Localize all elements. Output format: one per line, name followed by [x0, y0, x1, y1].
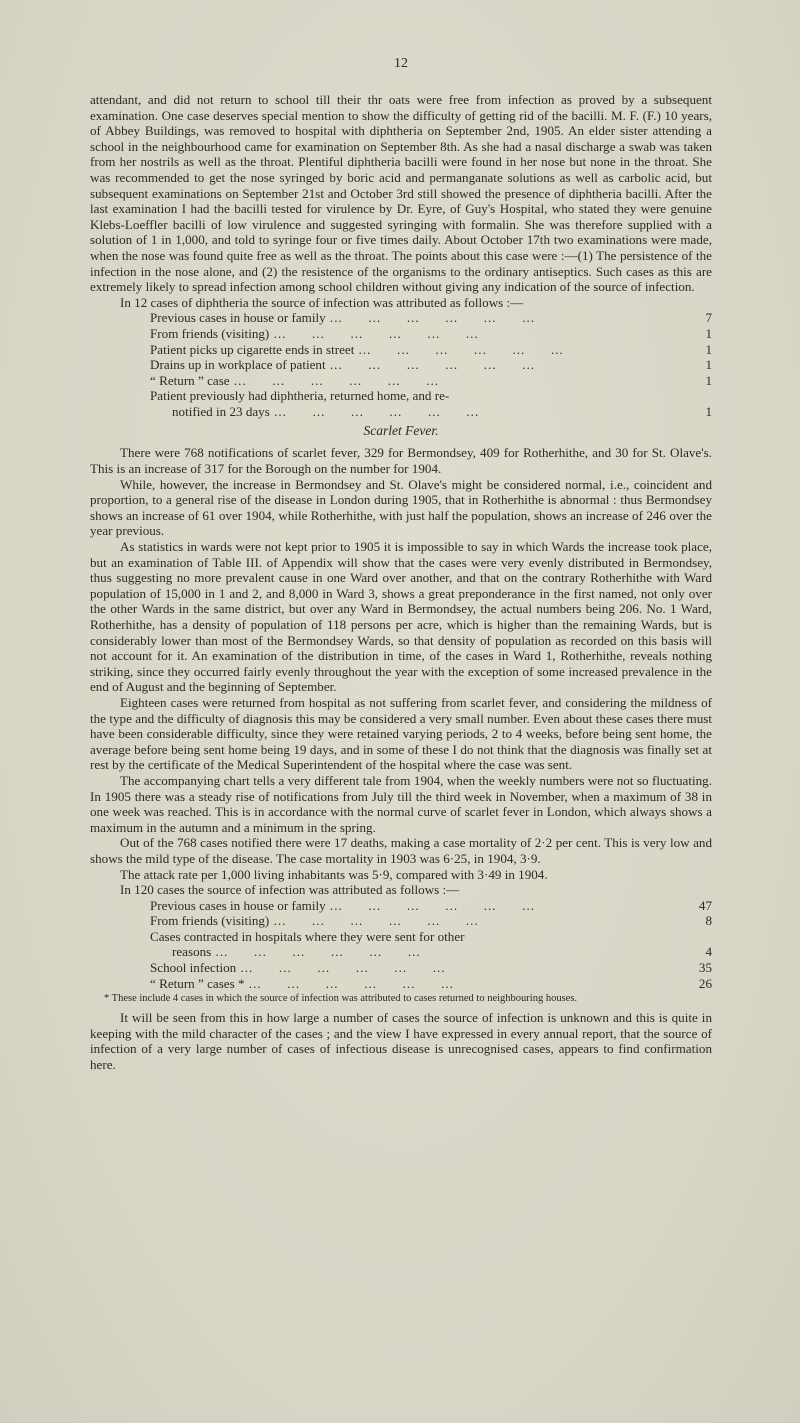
paragraph: In 120 cases the source of infection was attributed as follows :—	[120, 882, 460, 898]
paragraph: There were 768 notifications of scarlet fever, 329 for Bermondsey, 409 for Rotherhithe, and 30 for St. Olave's. This is an increase of 317 for the Borough on the number for 1904.	[90, 445, 712, 477]
list-item-count: 1	[705, 357, 712, 373]
list-item-label: reasons ...	[150, 944, 672, 960]
list-item-label: Drains up in workplace of patient ...	[150, 357, 672, 373]
list-item-count: 4	[705, 944, 712, 960]
paragraph: While, however, the increase in Bermondsey and St. Olave's might be considered normal, i.e., coincident and proportion, to a general rise of the disease in London during 1905, that in Rotherhithe is abnormal : thus Bermondsey shows an increase of 61 over 1904, while Rotherhithe, with just half the population, shows an increase of 246 over the year previous.	[90, 476, 712, 539]
list-item-count: 1	[705, 341, 712, 357]
list-item	[150, 976, 712, 992]
list-item-count: 26	[698, 975, 712, 991]
paragraph: The attack rate per 1,000 living inhabitants was 5·9, compared with 3·49 in 1904.	[120, 866, 548, 882]
list-item	[150, 898, 712, 914]
list-item-count: 1	[705, 403, 712, 419]
footnote: * These include 4 cases in which the source of infection was attributed to cases returned to neighbouring houses.	[104, 993, 578, 1005]
list-item-label: notified in 23 days ...	[150, 404, 672, 420]
list-item	[150, 404, 712, 420]
list-item-label: From friends (visiting) ...	[150, 326, 672, 342]
paragraph: It will be seen from this in how large a number of cases the source of infection is unknown and this is quite in keeping with the mild character of the cases ; and the view I have expressed in every annual report, that the source of infection of a very large number of cases of infectious disease is unrecognised cases, appears to find confirmation here.	[90, 1010, 712, 1073]
list-item	[150, 326, 712, 342]
list-item	[150, 944, 712, 960]
list-item-label: Cases contracted in hospitals where they were sent for other	[150, 928, 465, 944]
list-item	[150, 357, 712, 373]
list-item	[150, 310, 712, 326]
list-item	[150, 913, 712, 929]
list-item-count: 1	[705, 372, 712, 388]
list-item-count: 8	[705, 913, 712, 929]
paragraph: The accompanying chart tells a very different tale from 1904, when the weekly numbers were not so fluctuating. In 1905 there was a steady rise of notifications from July till the third week in November, when a maximum of 38 in one week was reached. This is in accordance with the normal curve of scarlet fever in London, which always shows a maximum in the autumn and a minimum in the spring.	[90, 772, 712, 835]
list-item	[150, 388, 712, 404]
paragraph: In 12 cases of diphtheria the source of infection was attributed as follows :—	[120, 294, 524, 310]
list-item-label: “ Return ” cases * ...	[150, 976, 672, 992]
list-item	[150, 342, 712, 358]
paragraph: Out of the 768 cases notified there were 17 deaths, making a case mortality of 2·2 per cent. This is very low and shows the mild type of the disease. The case mortality in 1903 was 6·25, in 1904, 3·9.	[90, 835, 712, 866]
list-item-label: School infection ...	[150, 960, 672, 976]
section-title: Scarlet Fever.	[363, 423, 439, 439]
list-item-count: 7	[705, 310, 712, 326]
list-item-label: From friends (visiting) ...	[150, 913, 672, 929]
paragraph: Eighteen cases were returned from hospital as not suffering from scarlet fever, and considering the mildness of the type and the difficulty of diagnosis this may be considered a very small number. Even about these cases there must have been considerable difficulty, since they were retained varying periods, 2 to 4 weeks, before being sent home, the average before being sent home being 19 days, and in some of these I do not think that the diagnosis was finally set at rest by the certificate of the Medical Superintendent of the hospital where the case was sent.	[90, 694, 712, 773]
scarlet-source-list	[150, 898, 712, 992]
list-item-count: 47	[698, 897, 712, 913]
list-item-label: “ Return ” case ...	[150, 373, 672, 389]
list-item-count: 35	[698, 960, 712, 976]
list-item	[150, 960, 712, 976]
list-item-label: Previous cases in house or family ...	[150, 898, 672, 914]
list-item	[150, 929, 712, 945]
diphtheria-source-list	[150, 310, 712, 419]
list-item-label: Patient previously had diphtheria, returned home, and re-	[150, 388, 450, 404]
list-item	[150, 373, 712, 389]
list-item-count: 1	[705, 325, 712, 341]
paragraph: As statistics in wards were not kept prior to 1905 it is impossible to say in which Wards the increase took place, but an examination of Table III. of Appendix will show that the cases were very evenly distributed in Bermondsey, thus suggesting no more prevalent cause in one Ward over another, and that on the contrary Rotherhithe with Ward population of 15,000 in 1 and 2, and 8,000 in Ward 3, shows a great preponderance in the first named, not only over the other Wards in the same district, but over any Ward in Bermondsey, the actual numbers being 206. No. 1 Ward, Rotherhithe, has a density of population of 118 persons per acre, which is higher than the remaining Wards, but is considerably lower than most of the Bermondsey Wards, so that density of population as recorded on this basis will not account for it. An examination of the distribution in time, of the cases in Ward 1, Rotherhithe, reveals nothing striking, since they occurred fairly evenly throughout the year with the exception of some increased prevalence in the end of August and the beginning of September.	[90, 539, 712, 695]
paragraph: attendant, and did not return to school till their thr oats were free from infection as proved by a subsequent examination. One case deserves special mention to show the difficulty of getting rid of the bacilli. M. F. (F.) 10 years, of Abbey Buildings, was removed to hospital with diphtheria on September 2nd, 1905. An elder sister attending a school in the neighbourhood came for examination on September 8th. As she had a nasal discharge a swab was taken from her nostrils as well as the throat. Plentiful diphtheria bacilli were found in her nose but none in the throat. She was recommended to get the nose syringed by boric acid and permanganate solutions as well as carbolic acid, but subsequent examinations on September 21st and October 3rd still showed the presence of diphtheria bacilli. After the last examination I had the bacilli tested for virulence by Dr. Eyre, of Guy's Hospital, who stated they were genuine Klebs-Loeffler bacilli of low virulence and suggested syringing with formalin. She was therefore supplied with a solution of 1 in 1,000, and told to syringe four or five times daily. About October 17th two examinations were made, when the nose was found quite free as well as the throat. The points about this case were :—(1) The persistence of the infection in the nose alone, and (2) the resistence of the organisms to the ordinary antiseptics. Such cases as this are extremely likely to spread infection among school children without giving any indication of the source of infection.	[90, 92, 712, 295]
list-item-label: Previous cases in house or family ...	[150, 310, 672, 326]
page-number: 12	[394, 56, 408, 71]
list-item-label: Patient picks up cigarette ends in street ...	[150, 342, 672, 358]
